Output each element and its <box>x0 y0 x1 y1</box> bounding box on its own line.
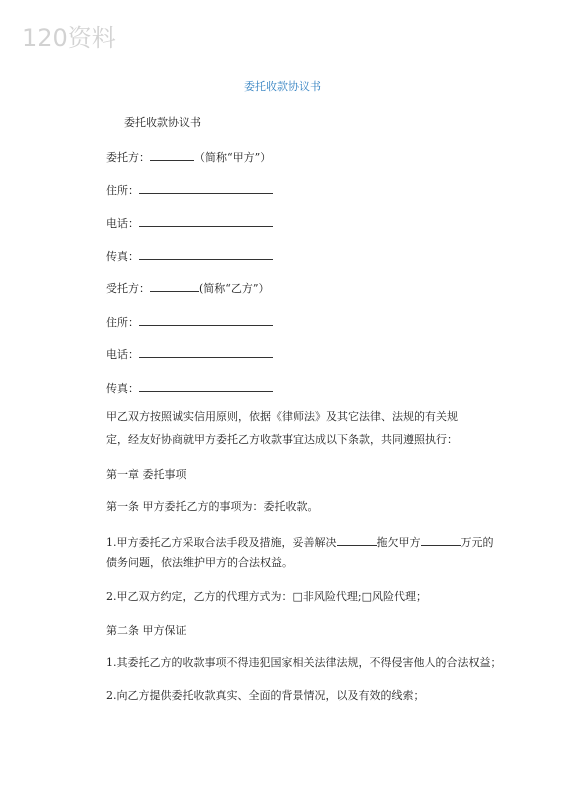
party-b-address-label: 住所： <box>106 316 139 329</box>
party-a-fax-blank <box>139 248 273 260</box>
party-b-phone-label: 电话： <box>106 348 139 361</box>
party-a-address-label: 住所： <box>106 184 139 197</box>
party-b-note: (简称“乙方”） <box>199 282 270 295</box>
party-b-address-blank <box>139 314 273 326</box>
item-1-2: 2.甲乙双方约定，乙方的代理方式为：□非风险代理;□风险代理； <box>106 590 427 603</box>
party-a-label: 委托方： <box>106 151 150 164</box>
party-a-phone-label: 电话： <box>106 217 139 230</box>
item-1-1-line-1 <box>106 534 494 550</box>
watermark-logo: 120资料 <box>22 24 116 52</box>
document-title: 委托收款协议书 <box>244 80 321 93</box>
party-a-fax-line <box>106 248 273 264</box>
party-a-line <box>106 149 271 165</box>
party-a-phone-blank <box>139 215 273 227</box>
chapter-1-heading: 第一章 委托事项 <box>106 468 187 481</box>
item-1-1-text-c: 万元的 <box>460 536 494 549</box>
party-a-name-blank <box>150 149 194 161</box>
preamble-paragraph: 甲乙双方按照诚实信用原则，依据《律师法》及其它法律、法规的有关规定，经友好协商就甲方委托乙方收款事宜达成以下条款，共同遵照执行： <box>106 410 458 446</box>
party-a-fax-label: 传真： <box>106 250 139 263</box>
agreement-heading: 委托收款协议书 <box>124 116 201 129</box>
party-a-address-line <box>106 182 273 198</box>
article-1-heading: 第一条 甲方委托乙方的事项为：委托收款。 <box>106 500 319 513</box>
party-b-fax-label: 传真： <box>106 382 139 395</box>
item-2-1: 1.其委托乙方的收款事项不得违犯国家相关法律法规，不得侵害他人的合法权益； <box>106 656 502 669</box>
party-b-phone-line <box>106 346 273 362</box>
party-b-address-line <box>106 314 273 330</box>
item-2-2: 2.向乙方提供委托收款真实、全面的背景情况，以及有效的线索； <box>106 689 425 702</box>
party-b-label: 受托方： <box>106 282 150 295</box>
party-b-fax-line <box>106 380 273 396</box>
amount-blank <box>421 534 461 546</box>
party-b-name-blank <box>150 280 199 292</box>
party-a-phone-line <box>106 215 273 231</box>
party-b-line <box>106 280 270 296</box>
item-1-1-text-b: 拖欠甲方 <box>376 536 421 549</box>
party-b-fax-blank <box>139 380 273 392</box>
party-a-address-blank <box>139 182 273 194</box>
item-1-1-text-a: 1.甲方委托乙方采取合法手段及措施，妥善解决 <box>106 536 337 549</box>
item-1-1-line-2: 债务问题，依法维护甲方的合法权益。 <box>106 556 293 569</box>
party-a-note: （简称“甲方”） <box>194 151 272 164</box>
party-b-phone-blank <box>139 346 273 358</box>
article-2-heading: 第二条 甲方保证 <box>106 624 187 637</box>
debtor-blank <box>337 534 377 546</box>
